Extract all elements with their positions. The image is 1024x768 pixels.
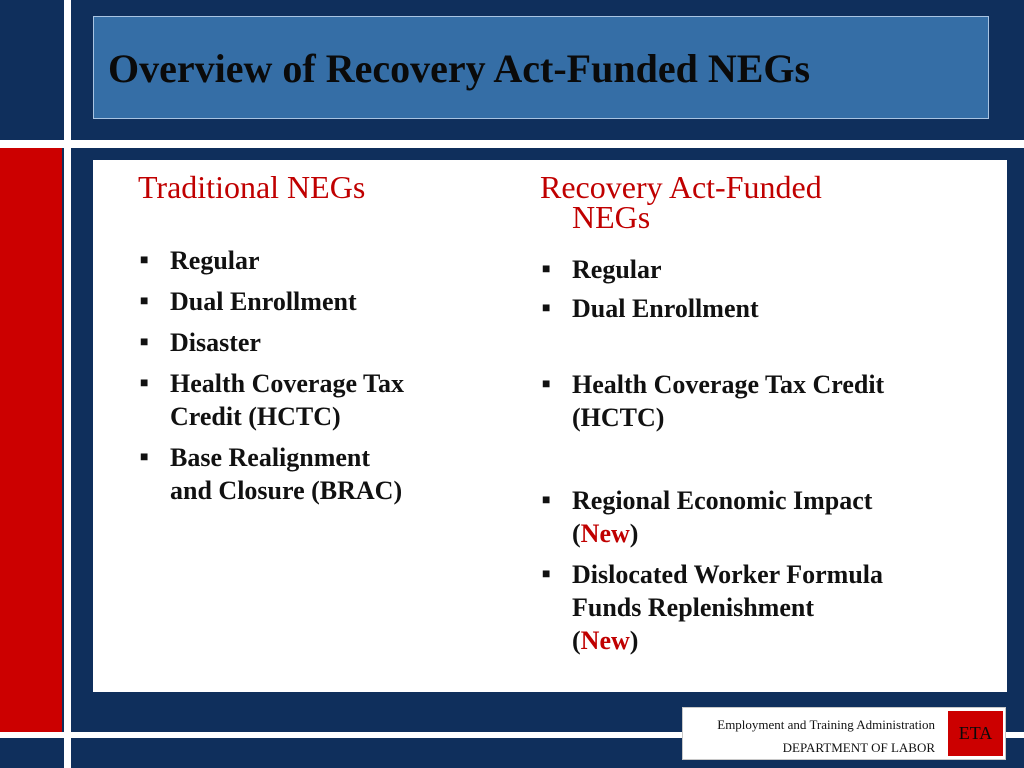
slide-title: Overview of Recovery Act-Funded NEGs — [108, 46, 811, 91]
square-bullet-icon: ■ — [140, 294, 149, 309]
new-label: New — [580, 519, 630, 548]
list-item-regular — [540, 253, 990, 286]
agency-name: Employment and Training Administration — [717, 717, 935, 732]
left-column-heading: Traditional NEGs — [138, 169, 366, 205]
vertical-divider-line — [64, 0, 71, 768]
list-item-text-line1: Health Coverage Tax — [170, 369, 404, 398]
list-item-text-line2: (HCTC) — [572, 403, 665, 432]
left-column-list — [138, 244, 498, 507]
list-item-dislocated-worker — [540, 558, 990, 657]
list-item-text-line2: Funds Replenishment — [572, 593, 814, 622]
left-red-stripe — [0, 148, 62, 732]
list-item-brac — [138, 441, 498, 507]
list-item-regional-economic-impact — [540, 484, 990, 550]
department-name: DEPARTMENT OF LABOR — [782, 740, 935, 755]
eta-badge — [948, 711, 1003, 756]
list-item-text-line1: Health Coverage Tax Credit — [572, 370, 885, 399]
list-item-regular — [138, 244, 498, 277]
right-heading-line1: Recovery Act-Funded — [540, 169, 822, 205]
square-bullet-icon: ■ — [542, 262, 551, 277]
list-item-hctc — [138, 367, 498, 433]
list-item-text-line1: Regional Economic Impact — [572, 486, 873, 515]
new-label: New — [580, 626, 630, 655]
square-bullet-icon: ■ — [140, 376, 149, 391]
list-item-text: Dual Enrollment — [572, 294, 759, 323]
paren-close: ) — [629, 626, 639, 655]
list-item-text-line2: and Closure (BRAC) — [170, 476, 403, 505]
list-item-text: Dual Enrollment — [170, 287, 357, 316]
list-item-hctc — [540, 368, 990, 434]
square-bullet-icon: ■ — [140, 450, 149, 465]
paren-close: ) — [629, 519, 639, 548]
list-item-dual-enrollment — [138, 285, 498, 318]
right-heading-line2: NEGs — [572, 199, 651, 235]
square-bullet-icon: ■ — [140, 253, 149, 268]
list-item-disaster — [138, 326, 498, 359]
square-bullet-icon: ■ — [542, 567, 551, 582]
list-item-text: Regular — [170, 246, 260, 275]
square-bullet-icon: ■ — [542, 377, 551, 392]
list-item-text-line2: Credit (HCTC) — [170, 402, 341, 431]
title-banner — [93, 16, 989, 119]
square-bullet-icon: ■ — [542, 493, 551, 508]
list-item-text: Disaster — [170, 328, 261, 357]
paren-open: ( — [572, 519, 581, 548]
right-column-list — [540, 253, 990, 657]
square-bullet-icon: ■ — [542, 301, 551, 316]
content-panel — [93, 160, 1007, 692]
list-item-text-line1: Dislocated Worker Formula — [572, 560, 884, 589]
list-item-text-line1: Base Realignment — [170, 443, 371, 472]
footer-logo-block — [682, 707, 1006, 760]
paren-open: ( — [572, 626, 581, 655]
top-divider-line — [0, 140, 1024, 148]
square-bullet-icon: ■ — [140, 335, 149, 350]
list-item-dual-enrollment — [540, 292, 990, 325]
right-column-heading — [540, 169, 822, 235]
eta-badge-text: ETA — [958, 723, 993, 743]
list-item-text: Regular — [572, 255, 662, 284]
